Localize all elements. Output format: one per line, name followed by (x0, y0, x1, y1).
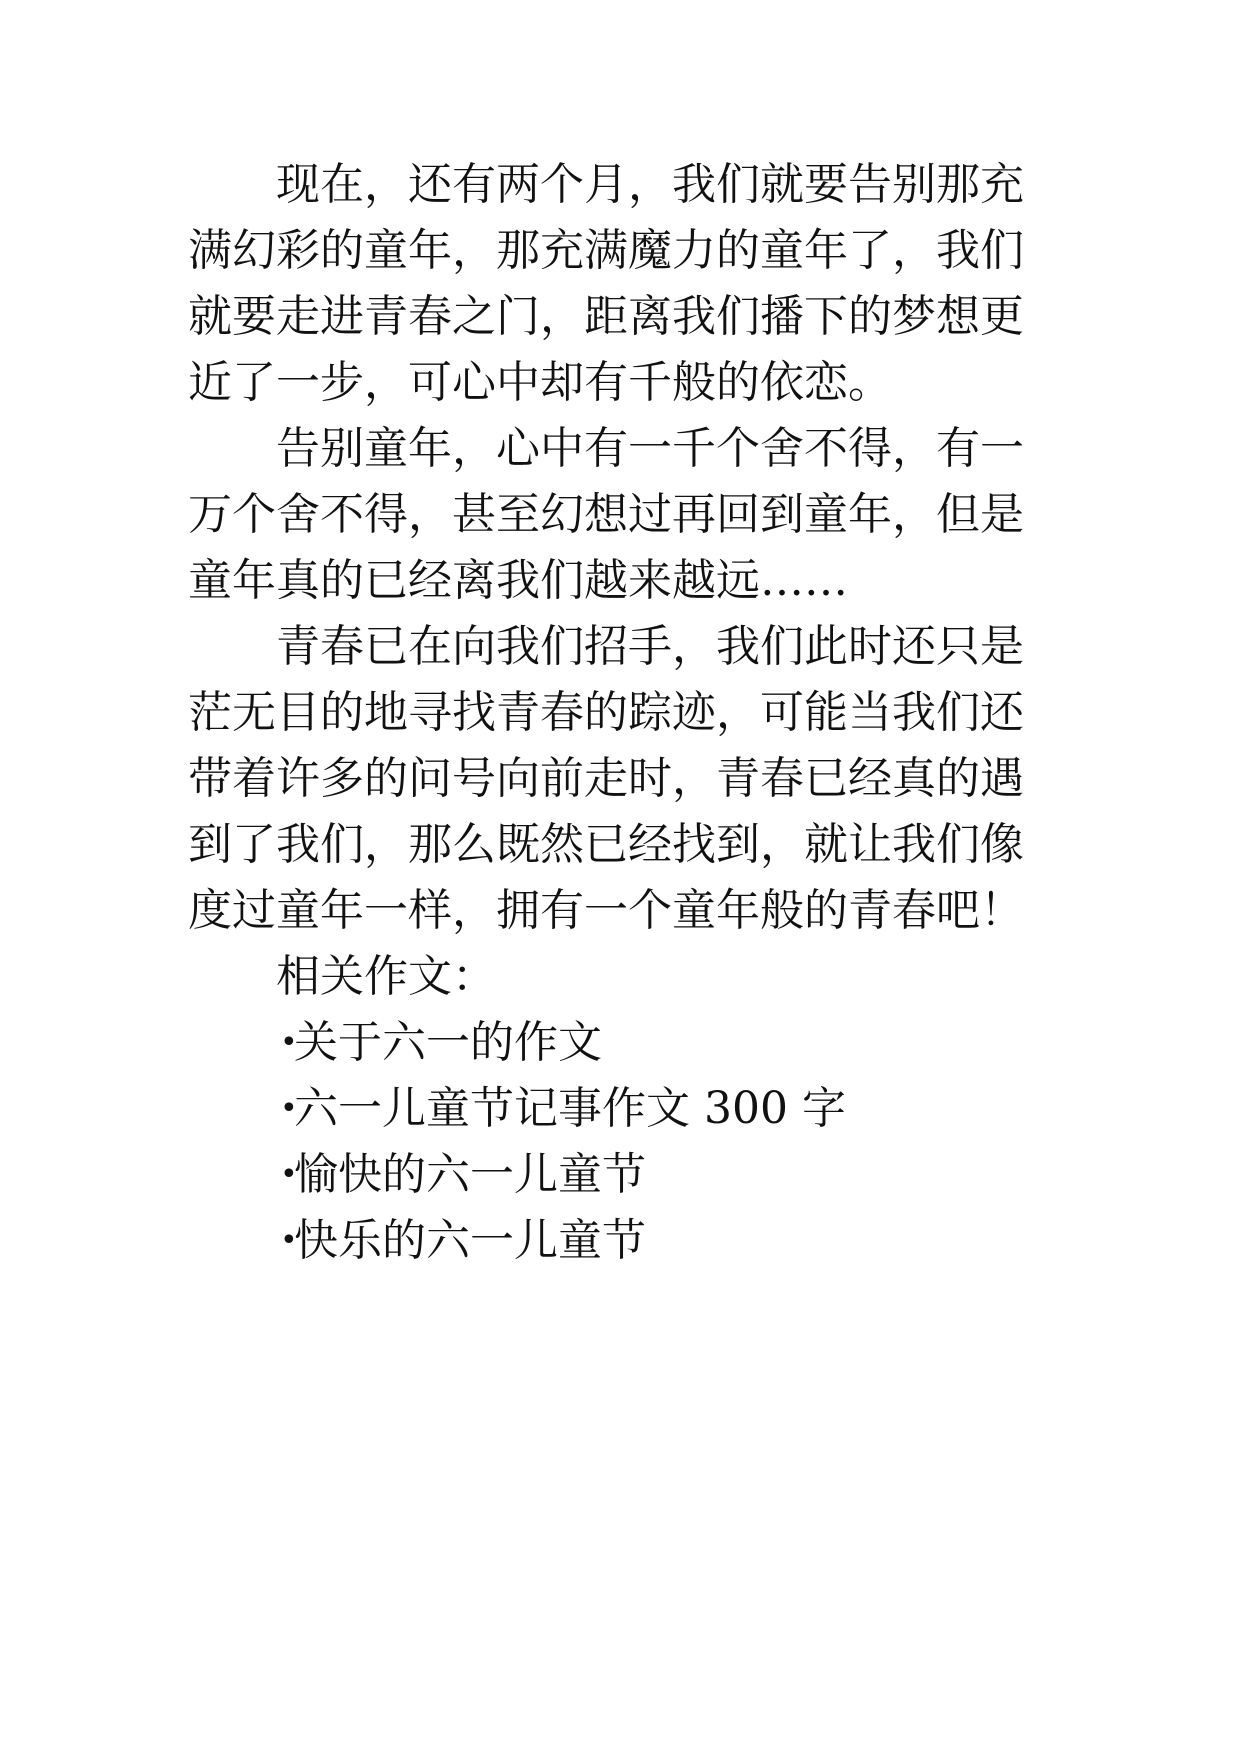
related-link[interactable]: 关于六一的作文 (294, 1017, 602, 1068)
bullet-icon: • (280, 1223, 298, 1258)
paragraph-line: 告别童年，心中有一千个舍不得，有一 (276, 423, 1024, 474)
paragraph-line: 现在，还有两个月，我们就要告别那充 (276, 159, 1024, 210)
paragraph-line: 就要走进青春之门，距离我们播下的梦想更 (188, 291, 1024, 342)
related-item[interactable] (188, 1208, 1088, 1274)
paragraph-line: 带着许多的问号向前走时，青春已经真的遇 (188, 753, 1024, 804)
paragraph-1 (188, 152, 1088, 416)
bullet-icon: • (280, 1091, 298, 1126)
bullet-icon: • (280, 1157, 298, 1192)
related-item[interactable] (188, 1142, 1088, 1208)
bullet-icon: • (280, 1025, 298, 1060)
related-item[interactable] (188, 1010, 1088, 1076)
related-item[interactable] (188, 1076, 1088, 1142)
paragraph-line: 近了一步，可心中却有千般的依恋。 (188, 357, 892, 408)
paragraph-2 (188, 416, 1088, 614)
related-link[interactable]: 六一儿童节记事作文 300 字 (294, 1083, 846, 1134)
related-heading: 相关作文： (276, 951, 496, 1002)
related-list (188, 1010, 1088, 1274)
paragraph-3 (188, 614, 1088, 944)
document-body (188, 152, 1088, 1274)
paragraph-line: 满幻彩的童年，那充满魔力的童年了，我们 (188, 225, 1024, 276)
paragraph-line: 到了我们，那么既然已经找到，就让我们像 (188, 819, 1024, 870)
related-link[interactable]: 快乐的六一儿童节 (294, 1215, 646, 1266)
paragraph-line: 茫无目的地寻找青春的踪迹，可能当我们还 (188, 687, 1024, 738)
paragraph-line: 童年真的已经离我们越来越远…… (188, 555, 848, 606)
paragraph-line: 青春已在向我们招手，我们此时还只是 (276, 621, 1024, 672)
related-section (188, 944, 1088, 1274)
paragraph-line: 万个舍不得，甚至幻想过再回到童年，但是 (188, 489, 1024, 540)
related-link[interactable]: 愉快的六一儿童节 (294, 1149, 646, 1200)
paragraph-line: 度过童年一样，拥有一个童年般的青春吧！ (188, 885, 1024, 936)
